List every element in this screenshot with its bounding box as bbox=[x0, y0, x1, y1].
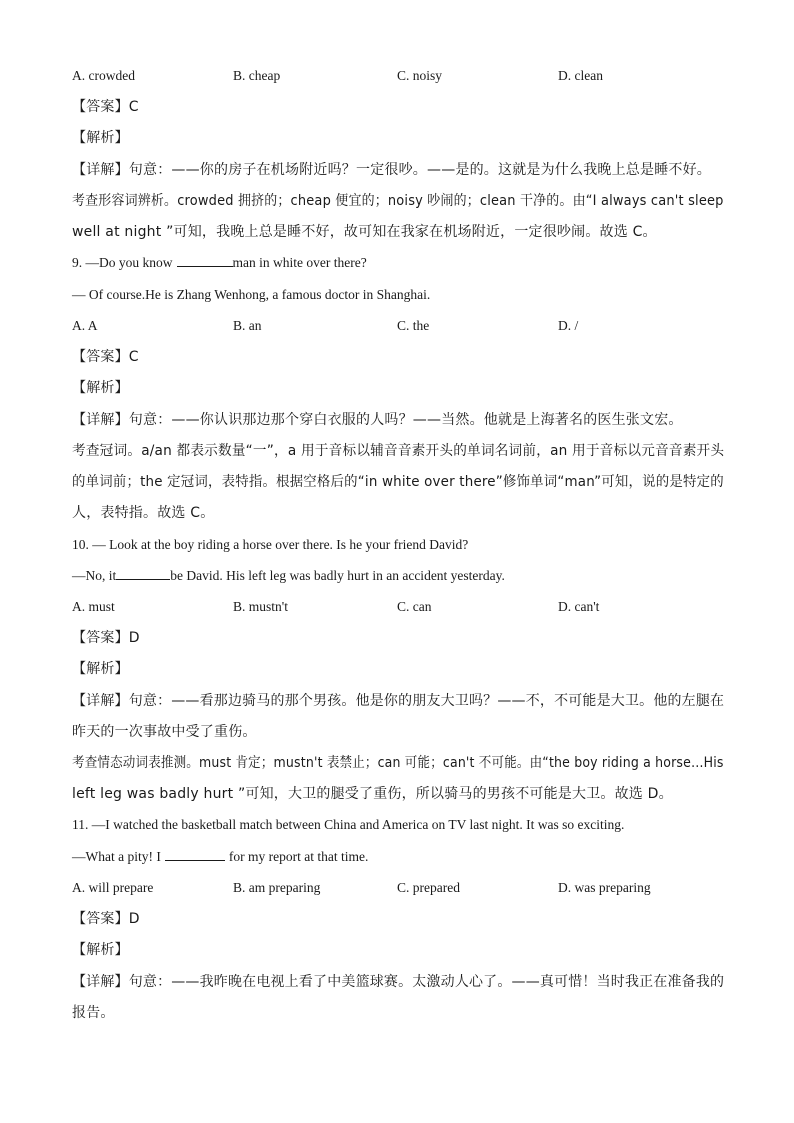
q9-option-c: C. the bbox=[397, 318, 430, 333]
q11-option-c: C. prepared bbox=[397, 880, 460, 895]
q11-detail-line-2: 报告。 bbox=[72, 1005, 115, 1021]
q8-explanation-line-1: 考查形容词辨析。crowded 拥挤的；cheap 便宜的；noisy 吵闹的；clean 干净的。由“I always can't sleep bbox=[72, 193, 724, 209]
q8-option-a: A. crowded bbox=[72, 68, 135, 83]
q8-option-c: C. noisy bbox=[397, 68, 443, 83]
q10-option-a: A. must bbox=[72, 599, 115, 614]
q10-explanation-line-2: left leg was badly hurt ”可知，大卫的腿受了重伤，所以骑马的男孩不可能是大卫。故选 D。 bbox=[72, 786, 673, 802]
q11-answer: 【答案】D bbox=[72, 911, 140, 927]
q11-option-d: D. was preparing bbox=[558, 880, 651, 895]
q8-explanation-line-2: well at night ”可知，我晚上总是睡不好，故可知在我家在机场附近，一定很吵闹。故选 C。 bbox=[72, 224, 657, 240]
q9-blank bbox=[177, 254, 233, 267]
q11-option-a: A. will prepare bbox=[72, 880, 154, 895]
q8-option-b: B. cheap bbox=[233, 68, 281, 83]
q11-stem: 11. —I watched the basketball match between China and America on TV last night. It was so exciting. bbox=[72, 817, 625, 832]
q9-stem-start: 9. —Do you know bbox=[72, 255, 173, 270]
q10-analysis-heading: 【解析】 bbox=[72, 661, 129, 677]
q10-blank bbox=[116, 567, 170, 580]
q8-analysis-heading: 【解析】 bbox=[72, 130, 129, 146]
q9-stem-end: man in white over there? bbox=[232, 255, 367, 270]
q10-reply bbox=[72, 566, 505, 586]
q10-answer: 【答案】D bbox=[72, 630, 140, 646]
q9-option-a: A. A bbox=[72, 318, 98, 333]
q11-reply-start: —What a pity! I bbox=[72, 849, 161, 864]
q9-explanation-line-1: 考查冠词。a/an 都表示数量“一”，a 用于音标以辅音音素开头的单词名词前，an 用于音标以元音音素开头 bbox=[72, 443, 725, 459]
q10-detail-line-2: 昨天的一次事故中受了重伤。 bbox=[72, 724, 257, 740]
q9-detail: 【详解】句意：——你认识那边那个穿白衣服的人吗？——当然。他就是上海著名的医生张文宏。 bbox=[72, 412, 683, 428]
q10-option-b: B. mustn't bbox=[233, 599, 288, 614]
q9-option-d: D. / bbox=[558, 318, 579, 333]
q10-explanation-line-1: 考查情态动词表推测。must 肯定；mustn't 表禁止；can 可能；can't 不可能。由“the boy riding a horse…His bbox=[72, 755, 724, 771]
q10-option-c: C. can bbox=[397, 599, 432, 614]
q11-reply bbox=[72, 847, 368, 867]
q9-stem bbox=[72, 253, 367, 273]
q11-option-b: B. am preparing bbox=[233, 880, 321, 895]
q9-analysis-heading: 【解析】 bbox=[72, 380, 129, 396]
q9-option-b: B. an bbox=[233, 318, 262, 333]
q9-reply: — Of course.He is Zhang Wenhong, a famous doctor in Shanghai. bbox=[72, 287, 431, 302]
q10-reply-start: —No, it bbox=[72, 568, 117, 583]
q9-explanation-line-3: 人，表特指。故选 C。 bbox=[72, 505, 215, 521]
q10-detail-line-1: 【详解】句意：——看那边骑马的那个男孩。他是你的朋友大卫吗？——不，不可能是大卫。他的左腿在 bbox=[72, 693, 725, 709]
q9-explanation-line-2: 的单词前；the 定冠词，表特指。根据空格后的“in white over there”修饰单词“man”可知，说的是特定的 bbox=[72, 474, 724, 490]
q10-stem: 10. — Look at the boy riding a horse over there. Is he your friend David? bbox=[72, 537, 469, 552]
q10-option-d: D. can't bbox=[558, 599, 600, 614]
q8-answer: 【答案】C bbox=[72, 99, 139, 115]
q11-blank bbox=[165, 848, 225, 861]
q11-reply-end: for my report at that time. bbox=[228, 849, 369, 864]
q11-detail-line-1: 【详解】句意：——我昨晚在电视上看了中美篮球赛。太激动人心了。——真可惜！当时我正在准备我的 bbox=[72, 974, 725, 990]
q11-analysis-heading: 【解析】 bbox=[72, 942, 129, 958]
q9-answer: 【答案】C bbox=[72, 349, 139, 365]
q8-option-d: D. clean bbox=[558, 68, 603, 83]
q10-reply-end: be David. His left leg was badly hurt in an accident yesterday. bbox=[170, 568, 505, 583]
q8-detail: 【详解】句意：——你的房子在机场附近吗？一定很吵。——是的。这就是为什么我晚上总是睡不好。 bbox=[72, 162, 711, 178]
